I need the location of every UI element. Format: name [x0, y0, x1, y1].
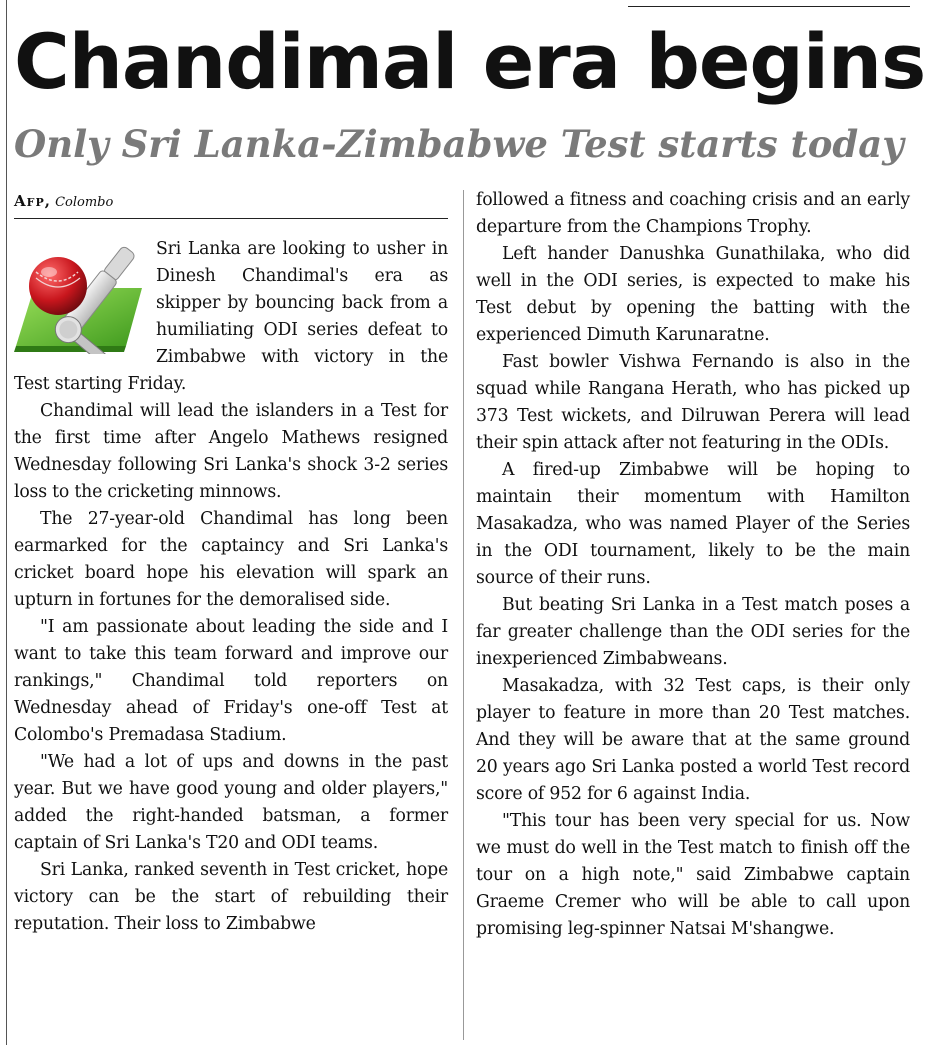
paragraph: The 27-year-old Chandimal has long been earmarked for the captaincy and Sri Lanka's cricket board hope his elevation will spark an upturn in fortunes for the demoralised side.	[14, 509, 448, 610]
article-column-left	[14, 236, 448, 938]
column-divider	[463, 190, 464, 1040]
byline-rule	[14, 218, 448, 219]
headline: Chandimal era begins	[14, 17, 925, 106]
paragraph: followed a fitness and coaching crisis and an early departure from the Champions Trophy.	[476, 190, 910, 237]
top-rule	[628, 6, 910, 7]
page-edge-rule	[6, 0, 7, 1045]
paragraph: "I am passionate about leading the side and I want to take this team forward and improve our rankings," Chandimal told reporters on Wednesday ahead of Friday's one-off Test at Colombo's Premadasa Stadium.	[14, 617, 448, 745]
paragraph: A fired-up Zimbabwe will be hoping to maintain their momentum with Hamilton Masakadza, who was named Player of the Series in the ODI tournament, likely to be the main source of their runs.	[476, 460, 910, 588]
paragraph: "This tour has been very special for us. Now we must do well in the Test match to finish off the tour on a high note," said Zimbabwe captain Graeme Cremer who will be able to call upon promising leg-spinner Natsai M'shangwe.	[476, 811, 910, 939]
paragraph: Masakadza, with 32 Test caps, is their only player to feature in more than 20 Test matches. And they will be aware that at the same ground 20 years ago Sri Lanka posted a world Test record score of 952 for 6 against India.	[476, 676, 910, 804]
paragraph: Chandimal will lead the islanders in a Test for the first time after Angelo Mathews resigned Wednesday following Sri Lanka's shock 3-2 series loss to the cricketing minnows.	[14, 401, 448, 502]
paragraph: Sri Lanka, ranked seventh in Test cricket, hope victory can be the start of rebuilding their reputation. Their loss to Zimbabwe	[14, 860, 448, 934]
paragraph: "We had a lot of ups and downs in the past year. But we have good young and older players," added the right-handed batsman, a former captain of Sri Lanka's T20 and ODI teams.	[14, 752, 448, 853]
paragraph: Fast bowler Vishwa Fernando is also in the squad while Rangana Herath, who has picked up 373 Test wickets, and Dilruwan Perera will lead their spin attack after not featuring in the ODIs.	[476, 352, 910, 453]
paragraph: But beating Sri Lanka in a Test match poses a far greater challenge than the ODI series for the inexperienced Zimbabweans.	[476, 595, 910, 669]
paragraph: Left hander Danushka Gunathilaka, who did well in the ODI series, is expected to make his Test debut by opening the batting with the experienced Dimuth Karunaratne.	[476, 244, 910, 345]
subheadline: Only Sri Lanka-Zimbabwe Test starts today	[14, 122, 904, 166]
byline-agency: Afp,	[14, 192, 51, 210]
paragraph: Sri Lanka are looking to usher in Dinesh Chandimal's era as skipper by bouncing back from a humiliating ODI series defeat to Zimbabwe with victory in the Test starting Friday.	[14, 239, 448, 394]
byline	[14, 188, 444, 214]
byline-location: Colombo	[55, 195, 114, 210]
cricket-ball-bat-icon	[14, 236, 146, 354]
article-column-right	[476, 187, 910, 943]
